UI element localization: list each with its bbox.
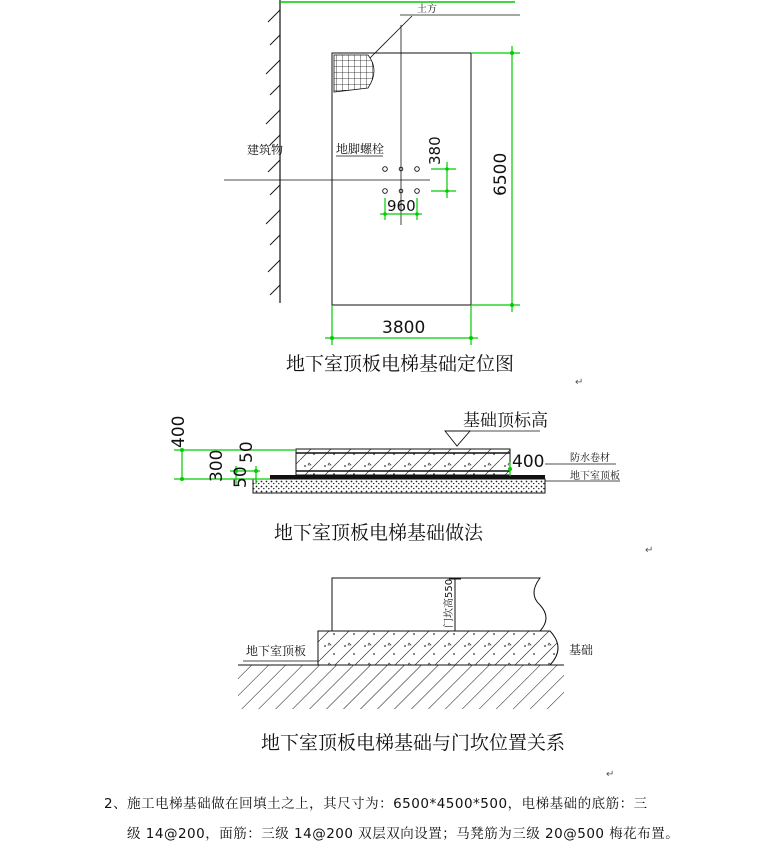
concrete-foundation <box>318 631 558 665</box>
figure-2-caption: 地下室顶板电梯基础做法 <box>274 522 484 544</box>
dim-400-left-text: 400 <box>169 415 189 448</box>
soil-label: 土方 <box>417 4 437 15</box>
waterproof-membrane <box>270 475 545 479</box>
roof-slab-base <box>253 479 545 493</box>
dimension-6500 <box>471 46 520 312</box>
figure-1-caption: 地下室顶板电梯基础定位图 <box>286 353 515 375</box>
figure-2-section <box>169 411 653 556</box>
figure-3-caption: 地下室顶板电梯基础与门坎位置关系 <box>261 732 566 754</box>
top-elevation-label: 基础顶标高 <box>463 411 548 431</box>
elevation-triangle <box>445 431 470 446</box>
return-mark-3: ↵ <box>606 769 615 780</box>
figure-3-section <box>238 578 614 780</box>
return-mark-2: ↵ <box>645 545 654 556</box>
dim-300-text: 300 <box>207 449 227 482</box>
wall-label: 建筑物 <box>247 143 284 157</box>
door-sill-block <box>332 578 546 631</box>
waterproof-label: 防水卷材 <box>570 453 610 464</box>
dimension-380 <box>426 136 456 198</box>
dim-50-a-text: 50 <box>231 466 251 488</box>
door-sill-label: 门坎高550 <box>444 578 455 628</box>
dim-6500-text: 6500 <box>491 152 511 196</box>
paragraph-line-1: 2、施工电梯基础做在回填土之上，其尺寸为：6500*4500*500，电梯基础的底筋：三 <box>104 796 648 812</box>
anchor-bolt-label: 地脚螺栓 <box>336 142 385 156</box>
roof-slab-label: 地下室顶板 <box>570 471 620 482</box>
return-mark: ↵ <box>575 377 584 388</box>
figure-1-layout-plan <box>224 0 583 388</box>
roof-slab-label-3: 地下室顶板 <box>246 644 307 658</box>
dim-50-b-text: 50 <box>237 441 257 463</box>
dim-960-text: 960 <box>387 197 416 215</box>
paragraph-line-2: 级 14@200，面筋：三级 14@200 双层双向设置；马凳筋为三级 20@500 梅花布置。 <box>127 826 680 842</box>
dim-3800-text: 3800 <box>382 318 426 338</box>
rebar-grid-detail <box>334 55 374 92</box>
foundation-label: 基础 <box>569 643 594 657</box>
leader-diagonal <box>370 16 412 58</box>
dimension-3800 <box>325 305 478 345</box>
foundation-rectangle <box>332 53 471 305</box>
dim-380-text: 380 <box>426 136 444 165</box>
soil-hatch <box>238 665 564 709</box>
dim-400-right-text: 400 <box>512 452 545 472</box>
